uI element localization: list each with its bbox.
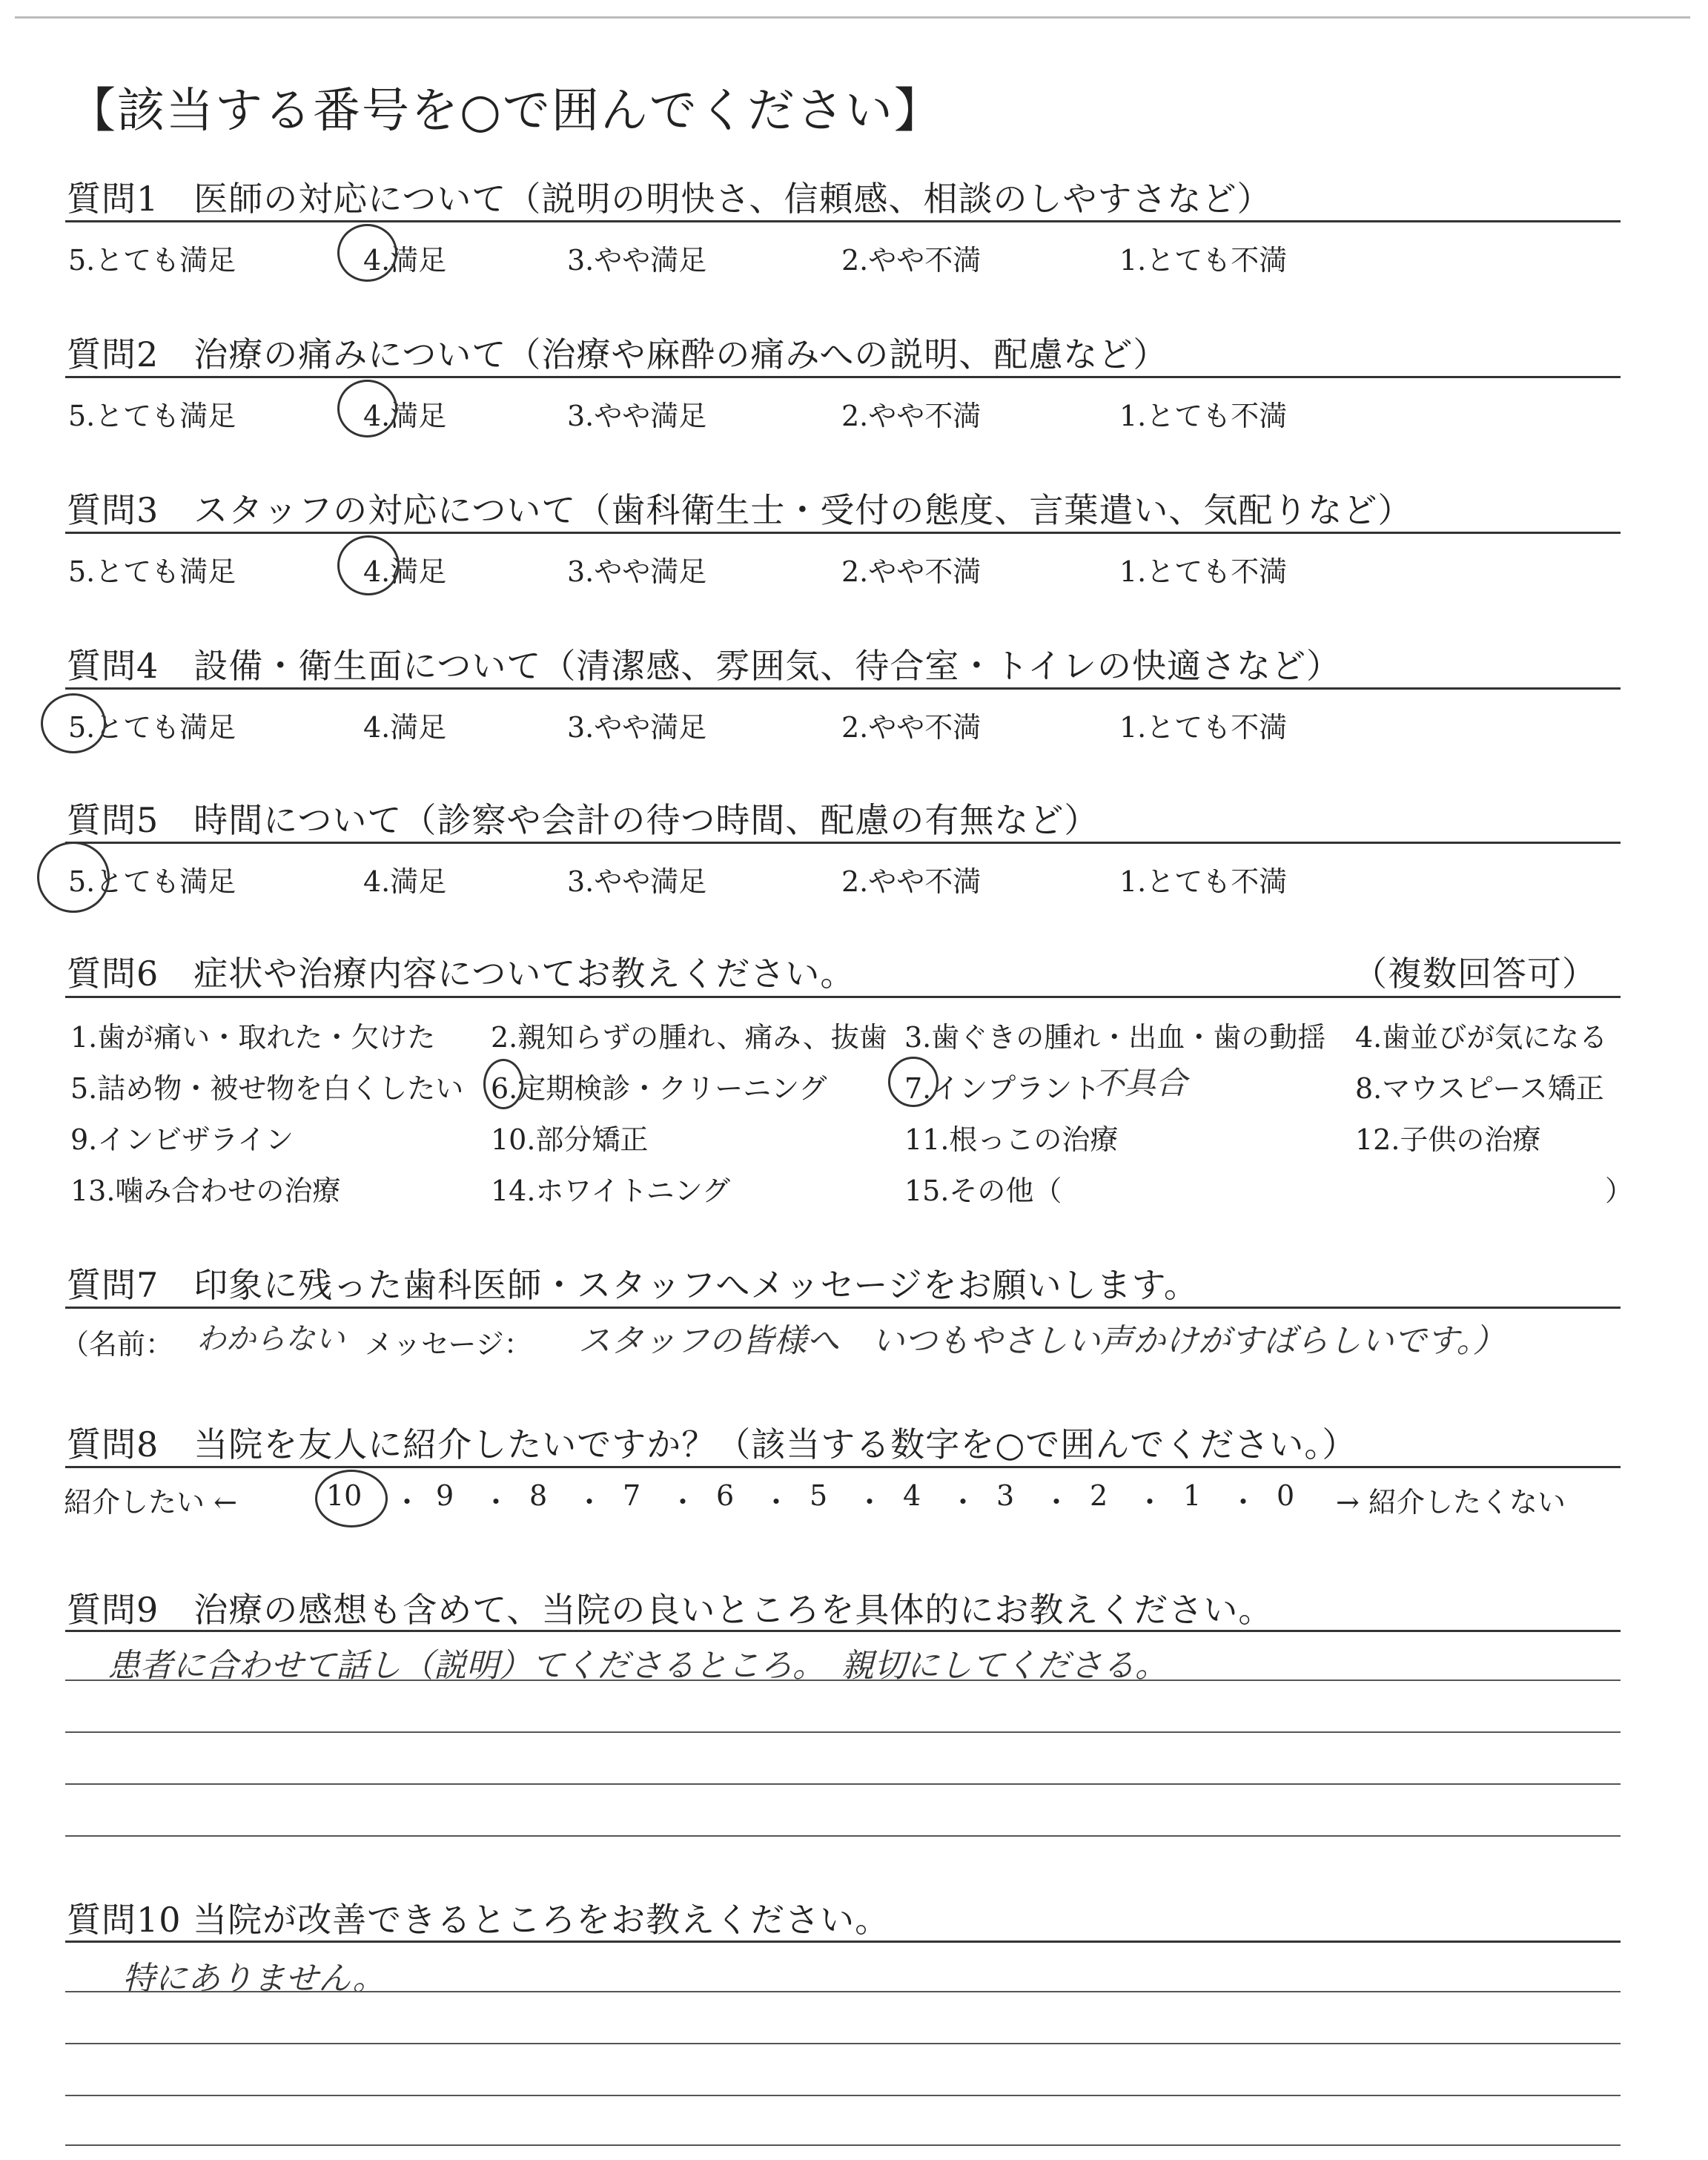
- q8-scale-6[interactable]: 6: [716, 1479, 735, 1512]
- q6-item-2[interactable]: 2.親知らずの腫れ、痛み、抜歯: [491, 1021, 887, 1054]
- q9-writing-line: [65, 1731, 1621, 1733]
- q6-item-7[interactable]: 7.インプラント: [904, 1072, 1101, 1105]
- q1-option-3[interactable]: 3.やや満足: [567, 244, 707, 277]
- q10-writing-line: [65, 2144, 1621, 2146]
- q4-option-5[interactable]: 5.とても満足: [68, 711, 236, 744]
- q8-scale-dot: ・: [482, 1486, 511, 1519]
- q3-option-5[interactable]: 5.とても満足: [68, 555, 236, 588]
- q8-title: 質問8 当院を友人に紹介したいですか？（該当する数字を○で囲んでください。）: [67, 1424, 1357, 1464]
- q10-writing-line: [65, 1991, 1621, 1992]
- q5-rule: [65, 842, 1621, 844]
- q9-writing-line: [65, 1835, 1621, 1837]
- q8-scale-1[interactable]: 1: [1183, 1479, 1202, 1512]
- q6-item-13[interactable]: 13.噛み合わせの治療: [70, 1175, 341, 1207]
- q8-scale-dot: ・: [949, 1486, 978, 1519]
- q8-scale-4[interactable]: 4: [903, 1479, 921, 1512]
- q8-rule: [65, 1466, 1621, 1468]
- q8-scale-3[interactable]: 3: [996, 1479, 1015, 1512]
- q6-item-8[interactable]: 8.マウスピース矯正: [1355, 1072, 1604, 1105]
- q2-title: 質問2 治療の痛みについて（治療や麻酔の痛みへの説明、配慮など）: [67, 334, 1168, 374]
- q4-selection-circle: [41, 693, 106, 753]
- q2-selection-circle: [337, 380, 397, 437]
- q2-rule: [65, 376, 1621, 378]
- q2-option-3[interactable]: 3.やや満足: [567, 400, 707, 432]
- q6-item-4[interactable]: 4.歯並びが気になる: [1355, 1021, 1608, 1054]
- q8-scale-dot: ・: [1042, 1486, 1071, 1519]
- q1-option-2[interactable]: 2.やや不満: [841, 244, 982, 277]
- q4-option-3[interactable]: 3.やや満足: [567, 711, 707, 744]
- q10-writing-line: [65, 2043, 1621, 2044]
- q8-right-label: → 紹介したくない: [1336, 1486, 1566, 1519]
- q4-option-2[interactable]: 2.やや不満: [841, 711, 982, 744]
- q3-option-4[interactable]: 4.満足: [363, 555, 447, 588]
- q6-note: （複数回答可）: [1353, 954, 1597, 994]
- q1-option-5[interactable]: 5.とても満足: [68, 244, 236, 277]
- q6-item-6-selection-circle: [483, 1059, 523, 1109]
- q6-handwritten-note: 不具合: [1093, 1065, 1188, 1101]
- q2-option-4[interactable]: 4.満足: [363, 400, 447, 432]
- q6-item-3[interactable]: 3.歯ぐきの腫れ・出血・歯の動揺: [904, 1021, 1326, 1054]
- q1-title: 質問1 医師の対応について（説明の明快さ、信頼感、相談のしやすさなど）: [67, 179, 1272, 219]
- q3-option-3[interactable]: 3.やや満足: [567, 555, 707, 588]
- q10-title: 質問10 当院が改善できるところをお教えください。: [67, 1900, 890, 1940]
- q1-option-4[interactable]: 4.満足: [363, 244, 447, 277]
- q6-item-7-selection-circle: [888, 1057, 939, 1107]
- q8-scale-5[interactable]: 5: [810, 1479, 828, 1512]
- q8-scale-dot: ・: [1229, 1486, 1258, 1519]
- q8-scale-9[interactable]: 9: [436, 1479, 454, 1512]
- q7-name-value: わからない: [196, 1322, 345, 1356]
- q6-item-14[interactable]: 14.ホワイトニング: [491, 1175, 731, 1207]
- q9-answer: 患者に合わせて話し（説明）てくださるところ。 親切にしてくださる。: [107, 1647, 1168, 1685]
- q5-option-3[interactable]: 3.やや満足: [567, 865, 707, 898]
- q2-option-2[interactable]: 2.やや不満: [841, 400, 982, 432]
- q4-rule: [65, 687, 1621, 690]
- q6-title: 質問6 症状や治療内容についてお教えください。: [67, 954, 855, 994]
- q6-item-6[interactable]: 6.定期検診・クリーニング: [491, 1072, 827, 1105]
- q8-scale-dot: ・: [575, 1486, 604, 1519]
- q8-selection-circle: [315, 1470, 388, 1527]
- q9-writing-line: [65, 1680, 1621, 1681]
- q10-writing-line: [65, 2095, 1621, 2096]
- q4-option-1[interactable]: 1.とても不満: [1119, 711, 1288, 744]
- q7-message-value: スタッフの皆様へ いつもやさしい声かけがすばらしいです。）: [578, 1322, 1506, 1360]
- page-top-border: [15, 16, 1690, 19]
- q5-title: 質問5 時間について（診察や会計の待つ時間、配慮の有無など）: [67, 800, 1099, 840]
- q6-item-1[interactable]: 1.歯が痛い・取れた・欠けた: [70, 1021, 436, 1054]
- q1-rule: [65, 220, 1621, 222]
- q8-left-label: 紹介したい ←: [64, 1486, 237, 1519]
- q8-scale-dot: ・: [1136, 1486, 1165, 1519]
- q6-item-9[interactable]: 9.インビザライン: [70, 1123, 294, 1156]
- q8-scale-0[interactable]: 0: [1277, 1479, 1295, 1512]
- q6-item-15[interactable]: 15.その他（: [904, 1175, 1062, 1207]
- q4-title: 質問4 設備・衛生面について（清潔感、雰囲気、待合室・トイレの快適さなど）: [67, 646, 1342, 686]
- q6-rule: [65, 996, 1621, 998]
- q8-scale-2[interactable]: 2: [1090, 1479, 1108, 1512]
- q9-rule: [65, 1630, 1621, 1632]
- q5-option-5[interactable]: 5.とても満足: [68, 865, 236, 898]
- q5-selection-circle: [37, 842, 110, 913]
- q2-option-1[interactable]: 1.とても不満: [1119, 400, 1288, 432]
- q9-writing-line: [65, 1783, 1621, 1785]
- q7-title: 質問7 印象に残った歯科医師・スタッフへメッセージをお願いします。: [67, 1265, 1199, 1305]
- q6-item-11[interactable]: 11.根っこの治療: [904, 1123, 1119, 1156]
- q7-name-label: （名前：: [61, 1328, 174, 1361]
- q1-option-1[interactable]: 1.とても不満: [1119, 244, 1288, 277]
- q8-scale-7[interactable]: 7: [623, 1479, 641, 1512]
- q3-option-2[interactable]: 2.やや不満: [841, 555, 982, 588]
- q7-message-label: メッセージ：: [365, 1328, 532, 1361]
- q6-item-5[interactable]: 5.詰め物・被せ物を白くしたい: [70, 1072, 464, 1105]
- q6-item-12[interactable]: 12.子供の治療: [1355, 1123, 1541, 1156]
- q8-scale-dot: ・: [669, 1486, 698, 1519]
- q8-scale-8[interactable]: 8: [529, 1479, 548, 1512]
- q4-option-4[interactable]: 4.満足: [363, 711, 447, 744]
- q8-scale-dot: ・: [762, 1486, 791, 1519]
- q5-option-4[interactable]: 4.満足: [363, 865, 447, 898]
- q10-rule: [65, 1941, 1621, 1943]
- q3-selection-circle: [337, 535, 400, 595]
- q7-rule: [65, 1307, 1621, 1309]
- q3-option-1[interactable]: 1.とても不満: [1119, 555, 1288, 588]
- q8-scale-dot: ・: [855, 1486, 884, 1519]
- q2-option-5[interactable]: 5.とても満足: [68, 400, 236, 432]
- q5-option-2[interactable]: 2.やや不満: [841, 865, 982, 898]
- q10-answer: 特にありません。: [122, 1960, 385, 1998]
- q8-scale-dot: ・: [393, 1486, 422, 1519]
- q8-scale-10[interactable]: 10: [326, 1479, 363, 1512]
- q6-item-10[interactable]: 10.部分矯正: [491, 1123, 649, 1156]
- q9-title: 質問9 治療の感想も含めて、当院の良いところを具体的にお教えください。: [67, 1590, 1274, 1630]
- q6-item-15-close: ）: [1605, 1175, 1634, 1207]
- q3-title: 質問3 スタッフの対応について（歯科衛生士・受付の態度、言葉遣い、気配りなど）: [67, 490, 1413, 530]
- q1-selection-circle: [337, 224, 397, 282]
- page-title: 【該当する番号を○で囲んでください】: [68, 84, 943, 139]
- q3-rule: [65, 532, 1621, 534]
- q5-option-1[interactable]: 1.とても不満: [1119, 865, 1288, 898]
